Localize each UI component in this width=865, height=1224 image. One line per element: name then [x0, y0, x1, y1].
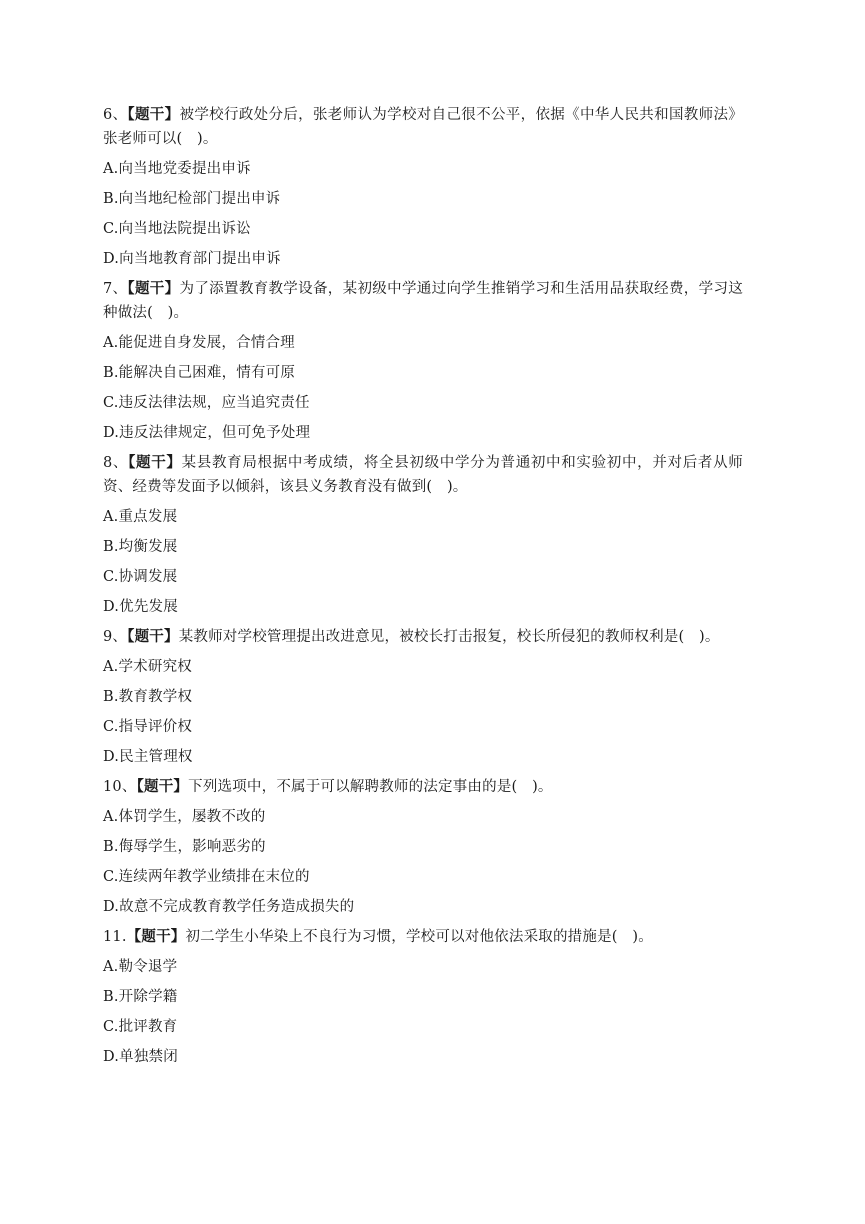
question-tag: 【题干】	[126, 928, 186, 945]
question-text: 下列选项中，不属于可以解聘教师的法定事由的是( )。	[188, 779, 553, 795]
question-tag: 【题干】	[127, 628, 179, 645]
question-text: 为了添置教育教学设备，某初级中学通过向学生推销学习和生活用品获取经费，学习这种做法( )。	[103, 281, 743, 321]
question-11	[103, 925, 743, 1075]
question-number: 8、	[103, 455, 129, 471]
option-a: A.向当地党委提出申诉	[103, 161, 251, 177]
question-number: 6、	[103, 107, 128, 123]
question-stem	[103, 925, 743, 949]
option-a: A.重点发展	[103, 509, 178, 525]
question-number: 9、	[103, 629, 128, 645]
question-tag: 【题干】	[128, 454, 182, 471]
question-list	[103, 103, 743, 1075]
option-a: A.体罚学生，屡教不改的	[103, 809, 266, 825]
question-text: 初二学生小华染上不良行为习惯，学校可以对他依法采取的措施是( )。	[185, 929, 653, 945]
option-c: C.批评教育	[103, 1019, 178, 1035]
question-10	[103, 775, 743, 925]
question-stem	[103, 451, 743, 499]
option-c: C.违反法律法规，应当追究责任	[103, 395, 310, 411]
option-d: D.优先发展	[103, 599, 178, 615]
question-8	[103, 451, 743, 625]
option-b: B.教育教学权	[103, 689, 193, 705]
question-stem	[103, 103, 743, 151]
option-d: D.故意不完成教育教学任务造成损失的	[103, 899, 355, 915]
question-tag: 【题干】	[136, 778, 189, 795]
option-c: C.协调发展	[103, 569, 178, 585]
question-7	[103, 277, 743, 451]
question-stem	[103, 775, 743, 799]
question-stem	[103, 277, 743, 325]
question-number: 11.	[103, 929, 127, 945]
option-d: D.单独禁闭	[103, 1049, 178, 1065]
question-tag: 【题干】	[127, 106, 180, 123]
question-text: 某县教育局根据中考成绩，将全县初级中学分为普通初中和实验初中，并对后者从师资、经费等发面予以倾斜，该县义务教育没有做到( )。	[103, 455, 743, 495]
option-c: C.向当地法院提出诉讼	[103, 221, 251, 237]
question-stem	[103, 625, 743, 649]
option-b: B.开除学籍	[103, 989, 178, 1005]
option-c: C.连续两年教学业绩排在末位的	[103, 869, 310, 885]
option-a: A.学术研究权	[103, 659, 192, 675]
option-b: B.均衡发展	[103, 539, 178, 555]
question-tag: 【题干】	[127, 280, 180, 297]
option-d: D.民主管理权	[103, 749, 193, 765]
option-b: B.能解决自己困难，情有可原	[103, 365, 296, 381]
question-text: 被学校行政处分后，张老师认为学校对自己很不公平，依据《中华人民共和国教师法》张老师可以( )。	[103, 107, 743, 147]
option-a: A.勒令退学	[103, 959, 178, 975]
question-text: 某教师对学校管理提出改进意见，被校长打击报复，校长所侵犯的教师权利是( )。	[178, 629, 720, 645]
question-9	[103, 625, 743, 775]
option-c: C.指导评价权	[103, 719, 193, 735]
option-d: D.违反法律规定，但可免予处理	[103, 425, 311, 441]
question-number: 10、	[103, 779, 137, 795]
question-number: 7、	[103, 281, 128, 297]
option-a: A.能促进自身发展，合情合理	[103, 335, 295, 351]
option-b: B.向当地纪检部门提出申诉	[103, 191, 281, 207]
option-b: B.侮辱学生，影响恶劣的	[103, 839, 266, 855]
option-d: D.向当地教育部门提出申诉	[103, 251, 281, 267]
question-6	[103, 103, 743, 277]
